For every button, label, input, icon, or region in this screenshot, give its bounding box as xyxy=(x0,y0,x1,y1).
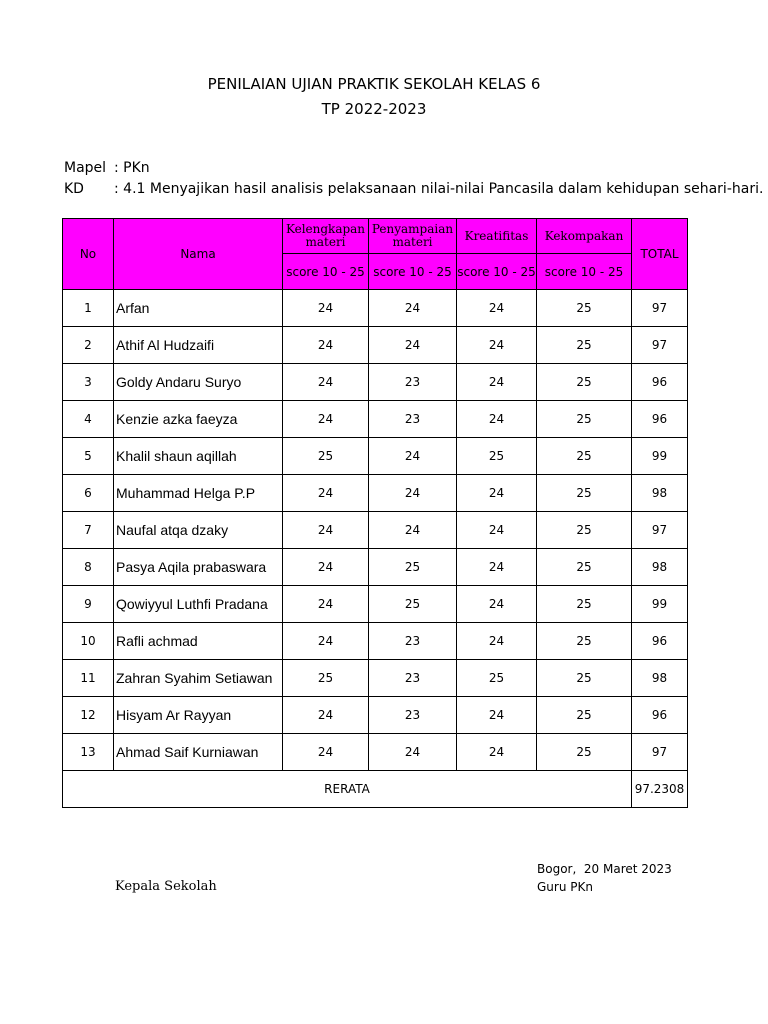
table-row xyxy=(63,623,688,660)
rerata-value: 97.2308 xyxy=(632,771,688,808)
cell-kekompakan: 25 xyxy=(537,401,632,438)
mapel-line xyxy=(64,160,150,176)
cell-penyampaian: 24 xyxy=(369,438,457,475)
cell-penyampaian: 25 xyxy=(369,586,457,623)
cell-kekompakan: 25 xyxy=(537,660,632,697)
cell-penyampaian: 24 xyxy=(369,512,457,549)
cell-penyampaian: 23 xyxy=(369,623,457,660)
cell-nama: Rafli achmad xyxy=(114,623,283,660)
kd-label: KD xyxy=(64,181,84,197)
score-range-kreatifitas: score 10 - 25 xyxy=(457,254,537,290)
guru-role: Guru PKn xyxy=(537,880,593,894)
cell-penyampaian: 23 xyxy=(369,660,457,697)
cell-no: 8 xyxy=(63,549,114,586)
cell-no: 2 xyxy=(63,327,114,364)
cell-total: 96 xyxy=(632,401,688,438)
cell-kreatifitas: 25 xyxy=(457,438,537,475)
cell-total: 96 xyxy=(632,697,688,734)
cell-total: 98 xyxy=(632,549,688,586)
kepala-sekolah-label: Kepala Sekolah xyxy=(115,879,217,894)
cell-total: 99 xyxy=(632,438,688,475)
cell-kekompakan: 25 xyxy=(537,512,632,549)
cell-nama: Pasya Aqila prabaswara xyxy=(114,549,283,586)
cell-kelengkapan: 24 xyxy=(283,327,369,364)
cell-penyampaian: 23 xyxy=(369,401,457,438)
cell-kreatifitas: 24 xyxy=(457,549,537,586)
table-row xyxy=(63,438,688,475)
header-kekompakan: Kekompakan xyxy=(537,219,632,254)
table-row xyxy=(63,512,688,549)
score-range-penyampaian: score 10 - 25 xyxy=(369,254,457,290)
cell-kreatifitas: 24 xyxy=(457,327,537,364)
cell-total: 97 xyxy=(632,512,688,549)
cell-nama: Hisyam Ar Rayyan xyxy=(114,697,283,734)
mapel-label: Mapel xyxy=(64,160,107,176)
cell-kreatifitas: 24 xyxy=(457,586,537,623)
cell-total: 99 xyxy=(632,586,688,623)
cell-total: 96 xyxy=(632,364,688,401)
cell-total: 97 xyxy=(632,327,688,364)
cell-nama: Qowiyyul Luthfi Pradana xyxy=(114,586,283,623)
cell-kekompakan: 25 xyxy=(537,549,632,586)
cell-total: 96 xyxy=(632,623,688,660)
table-row xyxy=(63,364,688,401)
document-title: PENILAIAN UJIAN PRAKTIK SEKOLAH KELAS 6 xyxy=(207,75,541,93)
table-row xyxy=(63,697,688,734)
cell-no: 9 xyxy=(63,586,114,623)
cell-kekompakan: 25 xyxy=(537,697,632,734)
cell-kreatifitas: 24 xyxy=(457,401,537,438)
signature-block xyxy=(537,860,672,896)
cell-kekompakan: 25 xyxy=(537,364,632,401)
cell-kelengkapan: 24 xyxy=(283,697,369,734)
cell-kekompakan: 25 xyxy=(537,734,632,771)
cell-kelengkapan: 24 xyxy=(283,734,369,771)
cell-kreatifitas: 24 xyxy=(457,697,537,734)
cell-nama: Kenzie azka faeyza xyxy=(114,401,283,438)
table-row xyxy=(63,475,688,512)
table-row xyxy=(63,327,688,364)
cell-no: 7 xyxy=(63,512,114,549)
table-row xyxy=(63,290,688,327)
table-row xyxy=(63,734,688,771)
cell-kreatifitas: 24 xyxy=(457,734,537,771)
cell-penyampaian: 24 xyxy=(369,475,457,512)
header-kelengkapan: Kelengkapan materi xyxy=(283,219,369,254)
grades-body xyxy=(63,290,688,808)
cell-total: 98 xyxy=(632,475,688,512)
kd-value: : 4.1 Menyajikan hasil analisis pelaksanaan nilai-nilai Pancasila dalam kehidupan sehari-hari. xyxy=(114,181,764,197)
rerata-label: RERATA xyxy=(63,771,632,808)
cell-no: 1 xyxy=(63,290,114,327)
cell-kekompakan: 25 xyxy=(537,475,632,512)
cell-no: 13 xyxy=(63,734,114,771)
cell-kelengkapan: 24 xyxy=(283,623,369,660)
cell-kelengkapan: 24 xyxy=(283,290,369,327)
cell-kreatifitas: 24 xyxy=(457,512,537,549)
cell-kelengkapan: 25 xyxy=(283,438,369,475)
document-subtitle: TP 2022-2023 xyxy=(321,100,427,118)
cell-nama: Ahmad Saif Kurniawan xyxy=(114,734,283,771)
cell-no: 6 xyxy=(63,475,114,512)
table-row xyxy=(63,549,688,586)
cell-kekompakan: 25 xyxy=(537,327,632,364)
place-date: Bogor, 20 Maret 2023 xyxy=(537,862,672,876)
cell-no: 4 xyxy=(63,401,114,438)
header-nama: Nama xyxy=(114,219,283,290)
header-no: No xyxy=(63,219,114,290)
mapel-value: : PKn xyxy=(114,160,150,176)
table-row xyxy=(63,586,688,623)
table-row xyxy=(63,660,688,697)
cell-kreatifitas: 24 xyxy=(457,290,537,327)
cell-kelengkapan: 24 xyxy=(283,364,369,401)
cell-penyampaian: 24 xyxy=(369,290,457,327)
cell-kekompakan: 25 xyxy=(537,438,632,475)
cell-total: 97 xyxy=(632,734,688,771)
cell-kreatifitas: 25 xyxy=(457,660,537,697)
score-range-kelengkapan: score 10 - 25 xyxy=(283,254,369,290)
cell-nama: Goldy Andaru Suryo xyxy=(114,364,283,401)
cell-kekompakan: 25 xyxy=(537,290,632,327)
cell-kreatifitas: 24 xyxy=(457,623,537,660)
cell-nama: Arfan xyxy=(114,290,283,327)
cell-kelengkapan: 24 xyxy=(283,401,369,438)
cell-no: 12 xyxy=(63,697,114,734)
header-penyampaian: Penyampaian materi xyxy=(369,219,457,254)
cell-kekompakan: 25 xyxy=(537,586,632,623)
kd-line xyxy=(64,181,763,197)
cell-kelengkapan: 24 xyxy=(283,549,369,586)
cell-penyampaian: 23 xyxy=(369,364,457,401)
cell-total: 98 xyxy=(632,660,688,697)
cell-kelengkapan: 24 xyxy=(283,475,369,512)
table-row xyxy=(63,401,688,438)
cell-nama: Muhammad Helga P.P xyxy=(114,475,283,512)
cell-kreatifitas: 24 xyxy=(457,364,537,401)
score-range-kekompakan: score 10 - 25 xyxy=(537,254,632,290)
cell-no: 10 xyxy=(63,623,114,660)
cell-no: 11 xyxy=(63,660,114,697)
header-total: TOTAL xyxy=(632,219,688,290)
cell-nama: Zahran Syahim Setiawan xyxy=(114,660,283,697)
cell-penyampaian: 24 xyxy=(369,734,457,771)
cell-kelengkapan: 24 xyxy=(283,586,369,623)
cell-no: 5 xyxy=(63,438,114,475)
cell-no: 3 xyxy=(63,364,114,401)
cell-penyampaian: 23 xyxy=(369,697,457,734)
cell-penyampaian: 24 xyxy=(369,327,457,364)
cell-kreatifitas: 24 xyxy=(457,475,537,512)
cell-nama: Khalil shaun aqillah xyxy=(114,438,283,475)
cell-penyampaian: 25 xyxy=(369,549,457,586)
cell-nama: Naufal atqa dzaky xyxy=(114,512,283,549)
rerata-row xyxy=(63,771,688,808)
cell-kelengkapan: 24 xyxy=(283,512,369,549)
cell-nama: Athif Al Hudzaifi xyxy=(114,327,283,364)
grades-table xyxy=(62,218,688,808)
cell-total: 97 xyxy=(632,290,688,327)
header-kreatifitas: Kreatifitas xyxy=(457,219,537,254)
cell-kelengkapan: 25 xyxy=(283,660,369,697)
cell-kekompakan: 25 xyxy=(537,623,632,660)
